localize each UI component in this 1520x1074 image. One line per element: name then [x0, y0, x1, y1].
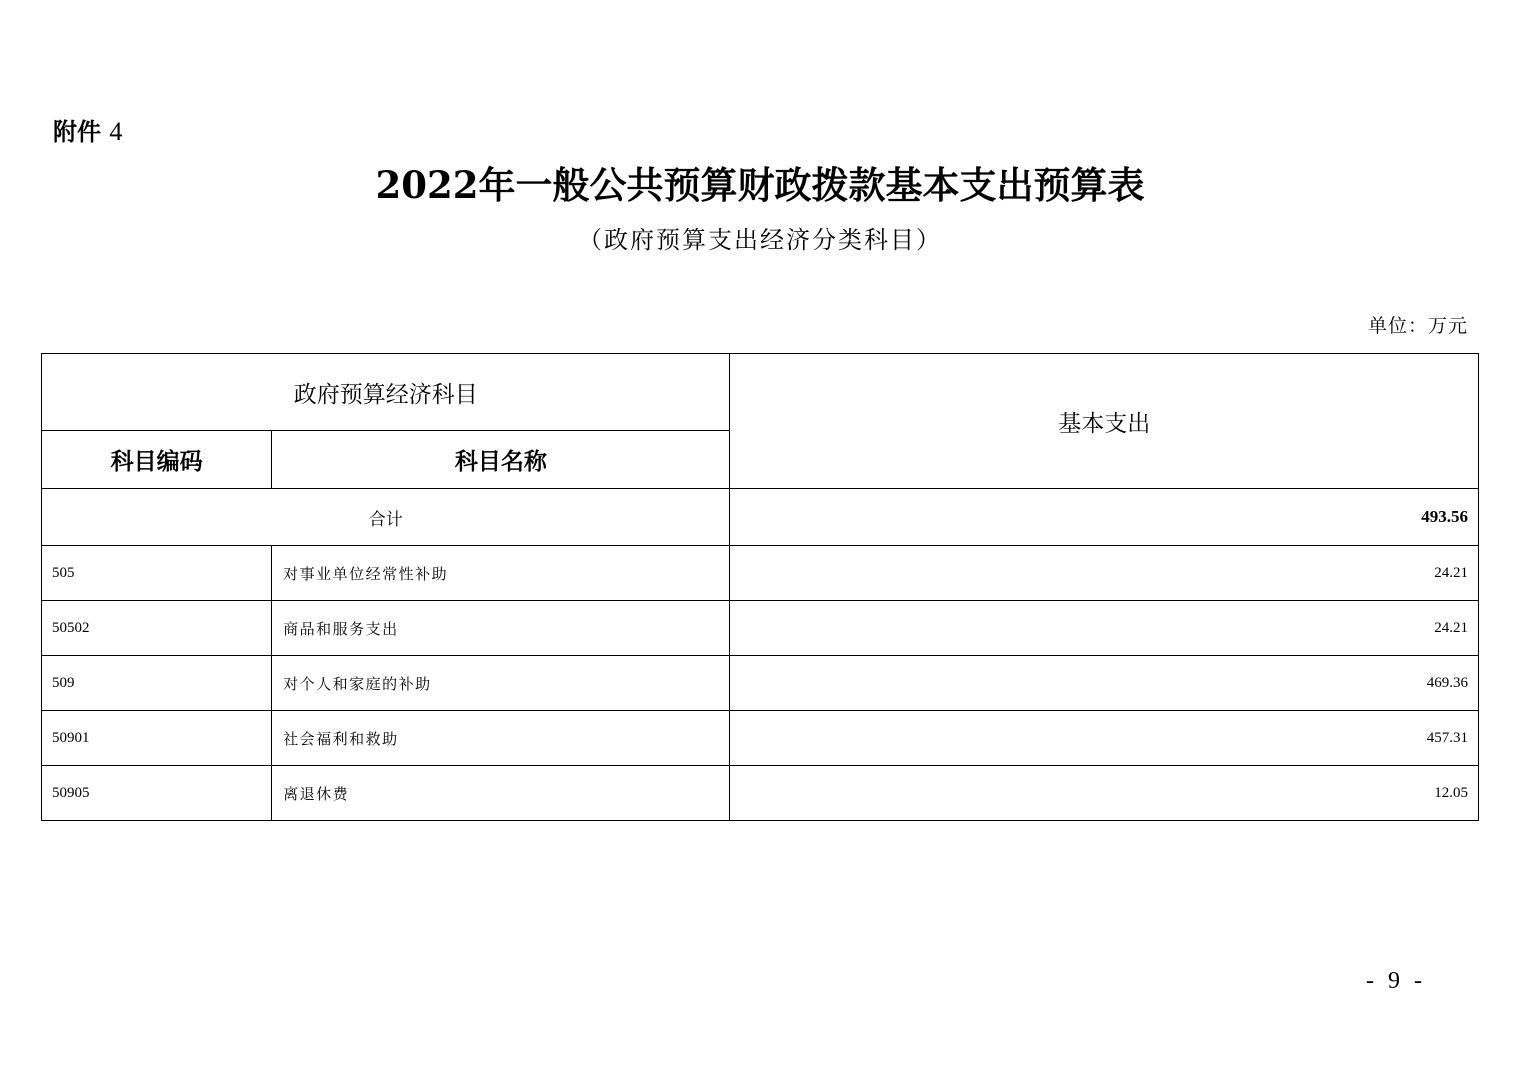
- row-code: 509: [42, 656, 272, 711]
- table-header-row: [42, 354, 1479, 431]
- table-row: [42, 601, 1479, 656]
- table-row: [42, 546, 1479, 601]
- header-basic-expenditure: 基本支出: [730, 354, 1479, 489]
- table-row: [42, 766, 1479, 821]
- row-code: 50905: [42, 766, 272, 821]
- row-name: 商品和服务支出: [272, 601, 730, 656]
- row-name: 对个人和家庭的补助: [272, 656, 730, 711]
- row-amount: 12.05: [730, 766, 1479, 821]
- unit-label: 单位：万元: [1367, 315, 1468, 337]
- row-code: 50502: [42, 601, 272, 656]
- row-name: 对事业单位经常性补助: [272, 546, 730, 601]
- row-amount: 24.21: [730, 546, 1479, 601]
- row-code: 505: [42, 546, 272, 601]
- table-row: [42, 711, 1479, 766]
- page-number: - 9 -: [1366, 968, 1426, 994]
- row-amount: 457.31: [730, 711, 1479, 766]
- total-row: [42, 489, 1479, 546]
- row-name: 社会福利和救助: [272, 711, 730, 766]
- table-row: [42, 656, 1479, 711]
- header-subject-code: 科目编码: [42, 431, 272, 489]
- document-title: 2022年一般公共预算财政拨款基本支出预算表: [375, 163, 1145, 207]
- total-label: 合计: [42, 489, 730, 546]
- header-economic-subject: 政府预算经济科目: [42, 354, 730, 431]
- row-name: 离退休费: [272, 766, 730, 821]
- budget-table: [41, 353, 1479, 821]
- header-subject-name: 科目名称: [272, 431, 730, 489]
- attachment-number: 4: [109, 117, 123, 146]
- row-code: 50901: [42, 711, 272, 766]
- total-value: 493.56: [730, 489, 1479, 546]
- row-amount: 469.36: [730, 656, 1479, 711]
- document-subtitle: （政府预算支出经济分类科目）: [578, 226, 942, 254]
- row-amount: 24.21: [730, 601, 1479, 656]
- attachment-text: 附件: [53, 118, 101, 146]
- attachment-label: [53, 112, 122, 147]
